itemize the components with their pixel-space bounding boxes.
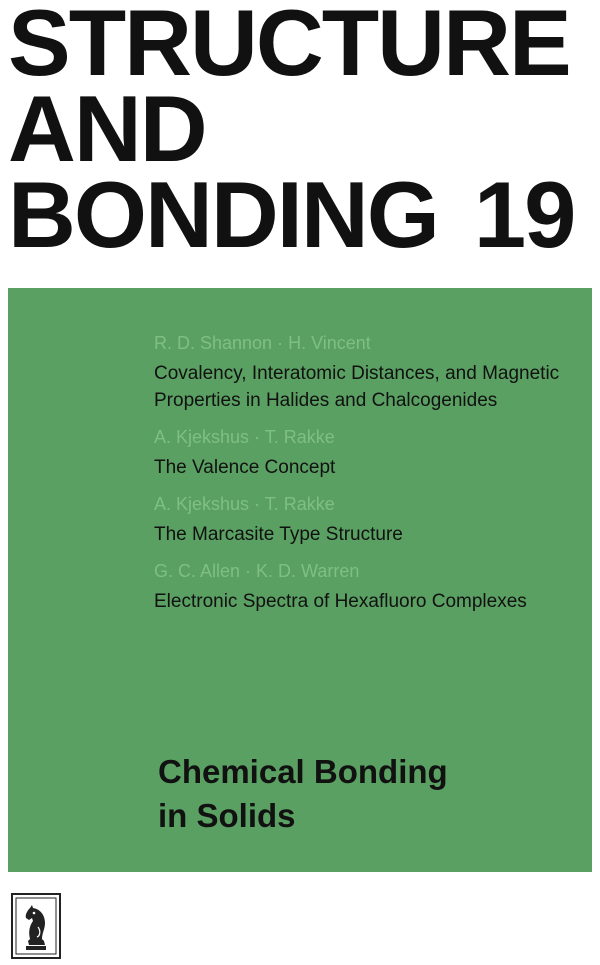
entry-authors: R. D. Shannon · H. Vincent — [154, 333, 371, 353]
series-title-line-3-text: BONDING — [8, 162, 438, 267]
entry-title: Electronic Spectra of Hexafluoro Complexes — [154, 591, 527, 612]
series-title — [8, 0, 575, 267]
volume-subtitle-line-2: in Solids — [158, 797, 296, 834]
entry-authors: A. Kjekshus · T. Rakke — [154, 427, 335, 447]
contents-entry — [154, 426, 574, 481]
entry-title: The Valence Concept — [154, 457, 336, 478]
series-title-line-1: STRUCTURE — [8, 0, 570, 95]
volume-subtitle — [158, 750, 448, 838]
publisher-logo-icon — [11, 893, 61, 959]
entry-title: Covalency, Interatomic Distances, and Magnetic Properties in Halides and Chalcogenides — [154, 363, 560, 411]
volume-number: 19 — [473, 162, 575, 267]
contents-entry — [154, 493, 574, 548]
series-title-line-3 — [8, 162, 575, 267]
contents-panel — [8, 288, 592, 872]
entry-authors: A. Kjekshus · T. Rakke — [154, 494, 335, 514]
entry-title: The Marcasite Type Structure — [154, 524, 403, 545]
series-title-line-2: AND — [8, 76, 206, 181]
contents-entry — [154, 332, 574, 414]
entry-authors: G. C. Allen · K. D. Warren — [154, 561, 360, 581]
contents-entry — [154, 560, 574, 615]
contents-list — [154, 332, 574, 627]
volume-subtitle-line-1: Chemical Bonding — [158, 753, 448, 790]
